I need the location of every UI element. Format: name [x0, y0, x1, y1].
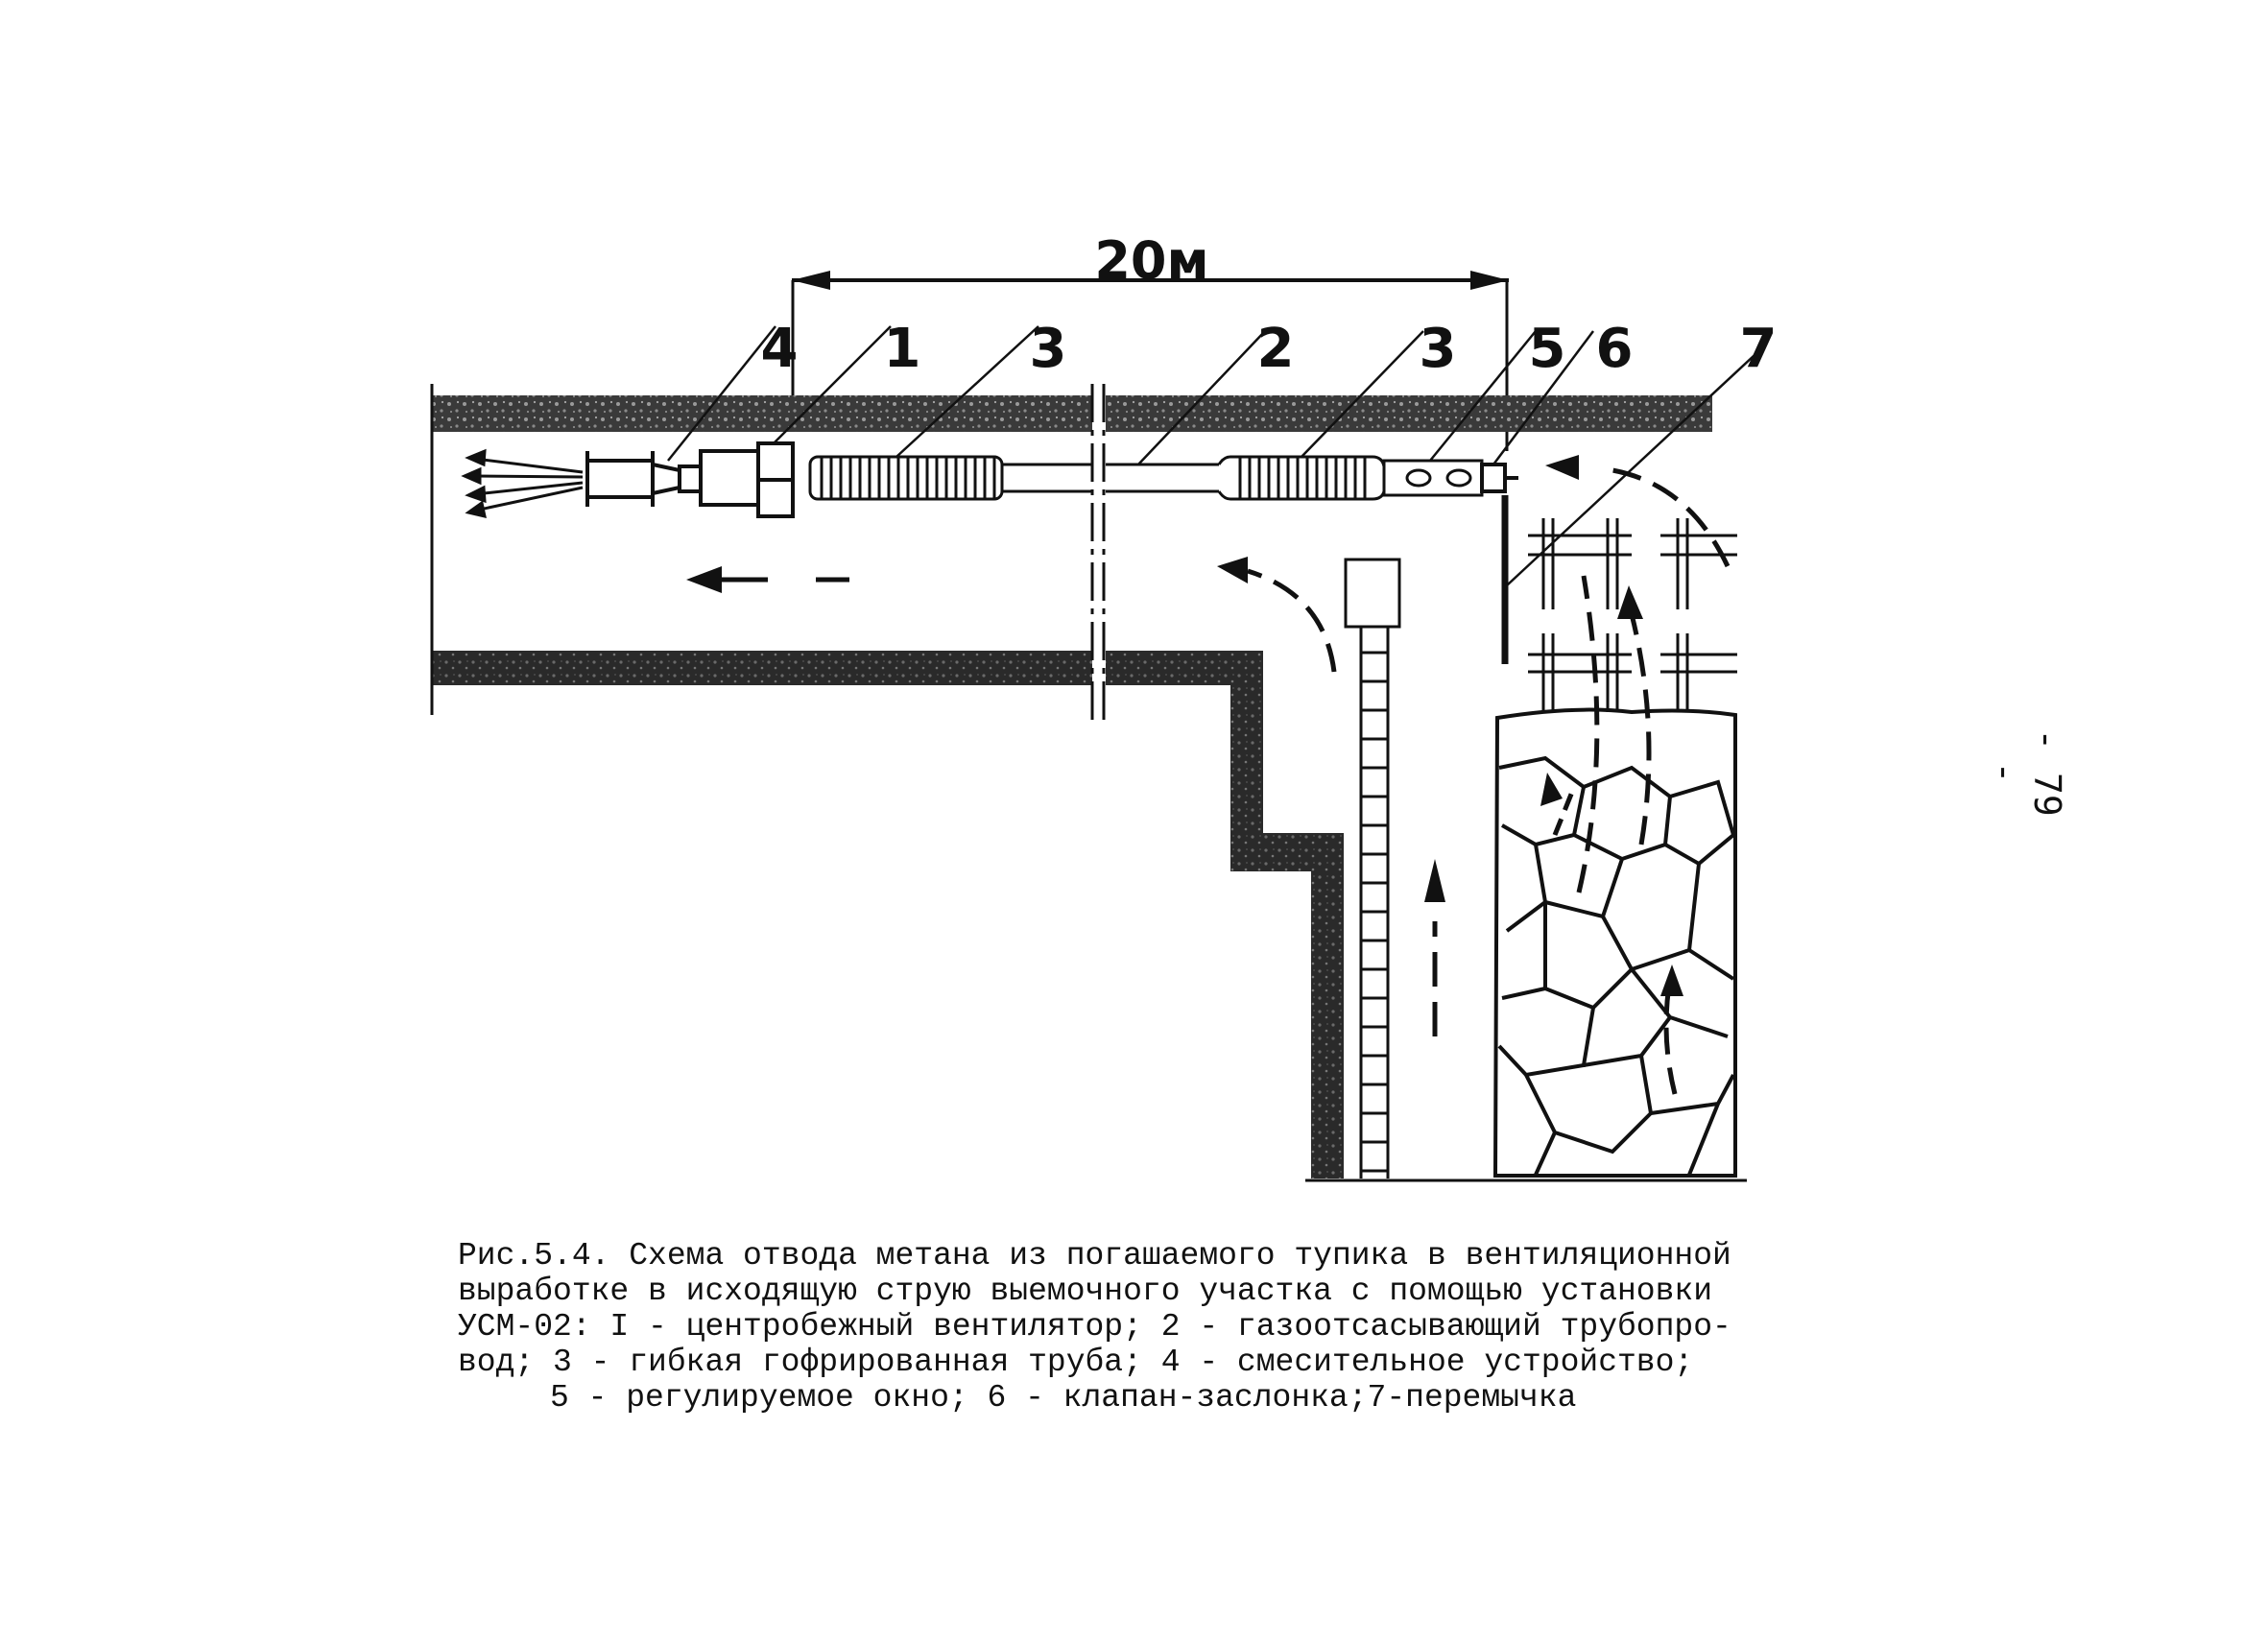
label-4: 4 — [760, 318, 799, 380]
label-6: 6 — [1595, 318, 1634, 380]
figure-caption — [458, 1238, 1734, 1416]
caption-line-2: выработке в исходящую струю выемочного участка с помощью установки — [458, 1274, 1713, 1309]
dimension-label: 20м — [1094, 230, 1209, 291]
label-2: 2 — [1256, 318, 1295, 380]
mixing-device-4 — [587, 451, 701, 507]
caption-line-3: УСМ-02: I - центробежный вентилятор; 2 - газоотсасывающий трубопро- — [458, 1309, 1731, 1345]
mixing-jet-arrows — [465, 451, 583, 516]
goaf-caved-rock — [1495, 710, 1735, 1176]
upper-drift-roof — [432, 395, 1712, 432]
caption-line-4: вод; 3 - гибкая гофрированная труба; 4 - смесительное устройство; — [458, 1345, 1694, 1380]
caption-line-5: 5 - регулируемое окно; 6 - клапан-заслонка;7-перемычка — [550, 1380, 1577, 1416]
centrifugal-fan-1 — [701, 443, 793, 516]
upper-drift-floor — [432, 651, 1232, 685]
label-3-right: 3 — [1419, 318, 1457, 380]
page-number: - 79 - — [1984, 728, 2068, 817]
gas-suction-pipeline-2 — [1002, 464, 1219, 491]
caption-line-1: Рис.5.4. Схема отвода метана из погашаемого тупика в вентиляционной — [458, 1238, 1731, 1274]
label-5: 5 — [1528, 318, 1566, 380]
valve-damper-6 — [1482, 464, 1518, 491]
label-7: 7 — [1739, 318, 1778, 380]
lower-drift-left-wall — [1230, 651, 1344, 1179]
corrugated-pipe-3-left — [810, 457, 1002, 499]
adjustable-window-5 — [1384, 461, 1482, 495]
rail-track — [1346, 560, 1399, 1179]
item-labels — [761, 318, 1778, 380]
label-1: 1 — [883, 318, 921, 380]
corrugated-pipe-3-right — [1219, 457, 1384, 499]
label-3-left: 3 — [1029, 318, 1067, 380]
